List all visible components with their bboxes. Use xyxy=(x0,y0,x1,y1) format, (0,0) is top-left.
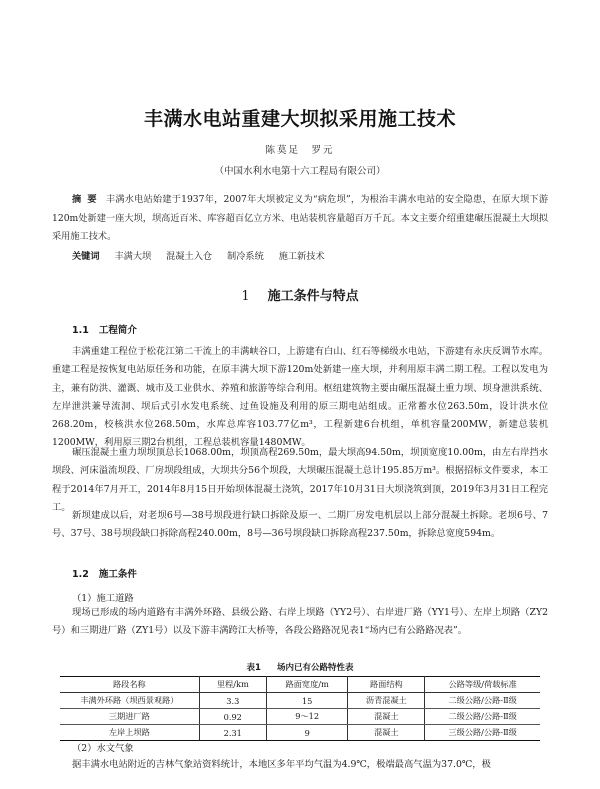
abstract-label: 摘要 xyxy=(72,194,103,205)
keywords-label: 关键词 xyxy=(72,251,100,262)
keywords xyxy=(72,248,548,262)
table-cell: 3.3 xyxy=(199,693,266,709)
subsection-heading xyxy=(72,322,137,336)
table-cell: 左岸上坝路 xyxy=(60,725,199,741)
table-label: 表1 xyxy=(246,663,261,673)
paragraph: 碾压混凝土重力坝坝顶总长1068.00m，坝顶高程269.50m，最大坝高94.50m，坝顶宽度10.00m，由左右岸挡水坝段、河床溢流坝段、厂房坝段组成，大坝共分56个坝段，大坝碾压混凝土总计195.85万m³。根据招标文件要求，本工程于2014年7月开工，2014年8月15日开始坝体混凝土浇筑，2017年10月31日大坝浇筑到顶，2019年3月31日工程完工。 xyxy=(52,447,548,513)
table-row xyxy=(60,725,540,741)
table-caption xyxy=(0,661,600,673)
table-header-cell: 里程/km xyxy=(199,677,266,693)
subsection-number: 1.2 xyxy=(72,569,89,580)
table-cell: 三期进厂路 xyxy=(60,709,199,725)
table-header-cell: 公路等级/荷载标准 xyxy=(425,677,540,693)
table-row xyxy=(60,709,540,725)
abstract xyxy=(52,191,548,247)
paper-affiliation: （中国水利水电第十六工程局有限公司） xyxy=(214,166,386,177)
subsection-number: 1.1 xyxy=(72,325,89,336)
paragraph: 现场已形成的场内道路有丰满外环路、县级公路、右岸上坝路（YY2号）、右岸进厂路（YY1号）、左岸上坝路（ZY2号）和三期进厂路（ZY1号）以及下游丰满跨江大桥等，各段公路路况见表1“场内已有公路路况表”。 xyxy=(52,607,548,637)
section-title: 施工条件与特点 xyxy=(267,289,359,304)
keyword: 丰满大坝 xyxy=(114,251,152,262)
table-row xyxy=(60,693,540,709)
table-header-cell: 路段名称 xyxy=(60,677,199,693)
item-heading: （1）施工道路 xyxy=(72,593,134,604)
table-title: 场内已有公路特性表 xyxy=(276,663,354,673)
road-characteristics-table xyxy=(60,676,540,741)
table-cell: 混凝土 xyxy=(348,709,425,725)
paragraph: 新坝建成以后，对老坝6号—38号坝段进行缺口拆除及原一、二期厂房发电机层以上部分混凝土拆除。老坝6号、7号、37号、38号坝段缺口拆除高程240.00m，8号—36号坝段缺口拆除高程237.50m，拆除总宽度594m。 xyxy=(52,510,548,540)
table-cell: 三级公路/公路-Ⅱ级 xyxy=(425,725,540,741)
section-heading xyxy=(0,285,600,304)
table-cell: 沥青混凝土 xyxy=(348,693,425,709)
table-cell: 0.92 xyxy=(199,709,266,725)
table-cell: 9 xyxy=(266,725,348,741)
paragraph: 据丰满水电站附近的吉林气象站资料统计，本地区多年平均气温为4.9℃，极端最高气温为37.0℃，极 xyxy=(72,759,491,770)
section-number: 1 xyxy=(241,289,250,304)
table-cell: 混凝土 xyxy=(348,725,425,741)
keyword: 施工新技术 xyxy=(278,251,325,262)
table-cell: 二级公路/公路-Ⅱ级 xyxy=(425,709,540,725)
abstract-text: 丰满水电站始建于1937年，2007年大坝被定义为“病危坝”，为根治丰满水电站的安全隐患，在原大坝下游120m处新建一座大坝，坝高近百米、库容超百亿立方米、电站装机容量超百万千瓦。本文主要介绍重建碾压混凝土大坝拟采用施工技术。 xyxy=(52,194,549,242)
keyword: 混凝土入仓 xyxy=(166,251,213,262)
item-heading: （2）水文气象 xyxy=(72,743,134,754)
table-header-row xyxy=(60,677,540,693)
paragraph: 丰满重建工程位于松花江第二干流上的丰满峡谷口，上游建有白山、红石等梯级水电站，下游建有永庆反调节水库。重建工程是按恢复电站原任务和功能，在原丰满大坝下游120m处新建一座大坝，并利用原丰满二期工程。工程以发电为主，兼有防洪、灌溉、城市及工业供水、养殖和旅游等综合利用。枢纽建筑物主要由碾压混凝土重力坝、坝身泄洪系统、左岸泄洪兼导流洞、坝后式引水发电系统、过鱼设施及利用的原三期电站组成。正常蓄水位263.50m，设计洪水位268.20m，校核洪水位268.50m，水库总库容103.77亿m³，工程新建6台机组，单机容量200MW，新建总装机1200MW，利用原三期2台机组，工程总装机容量1480MW。 xyxy=(52,346,548,449)
table-cell: 15 xyxy=(266,693,348,709)
subsection-title: 施工条件 xyxy=(98,569,137,580)
subsection-heading xyxy=(72,566,137,580)
paper-title: 丰满水电站重建大坝拟采用施工技术 xyxy=(143,108,456,130)
table-cell: 丰满外环路（坝西景观路） xyxy=(60,693,199,709)
table-cell: 二级公路/公路-Ⅱ级 xyxy=(425,693,540,709)
table-header-cell: 路面结构 xyxy=(348,677,425,693)
paper-authors: 陈莫足 罗元 xyxy=(265,145,335,156)
subsection-title: 工程简介 xyxy=(98,325,137,336)
table-header-cell: 路面宽度/m xyxy=(266,677,348,693)
table-cell: 9～12 xyxy=(266,709,348,725)
keyword: 制冷系统 xyxy=(227,251,264,262)
table-cell: 2.31 xyxy=(199,725,266,741)
